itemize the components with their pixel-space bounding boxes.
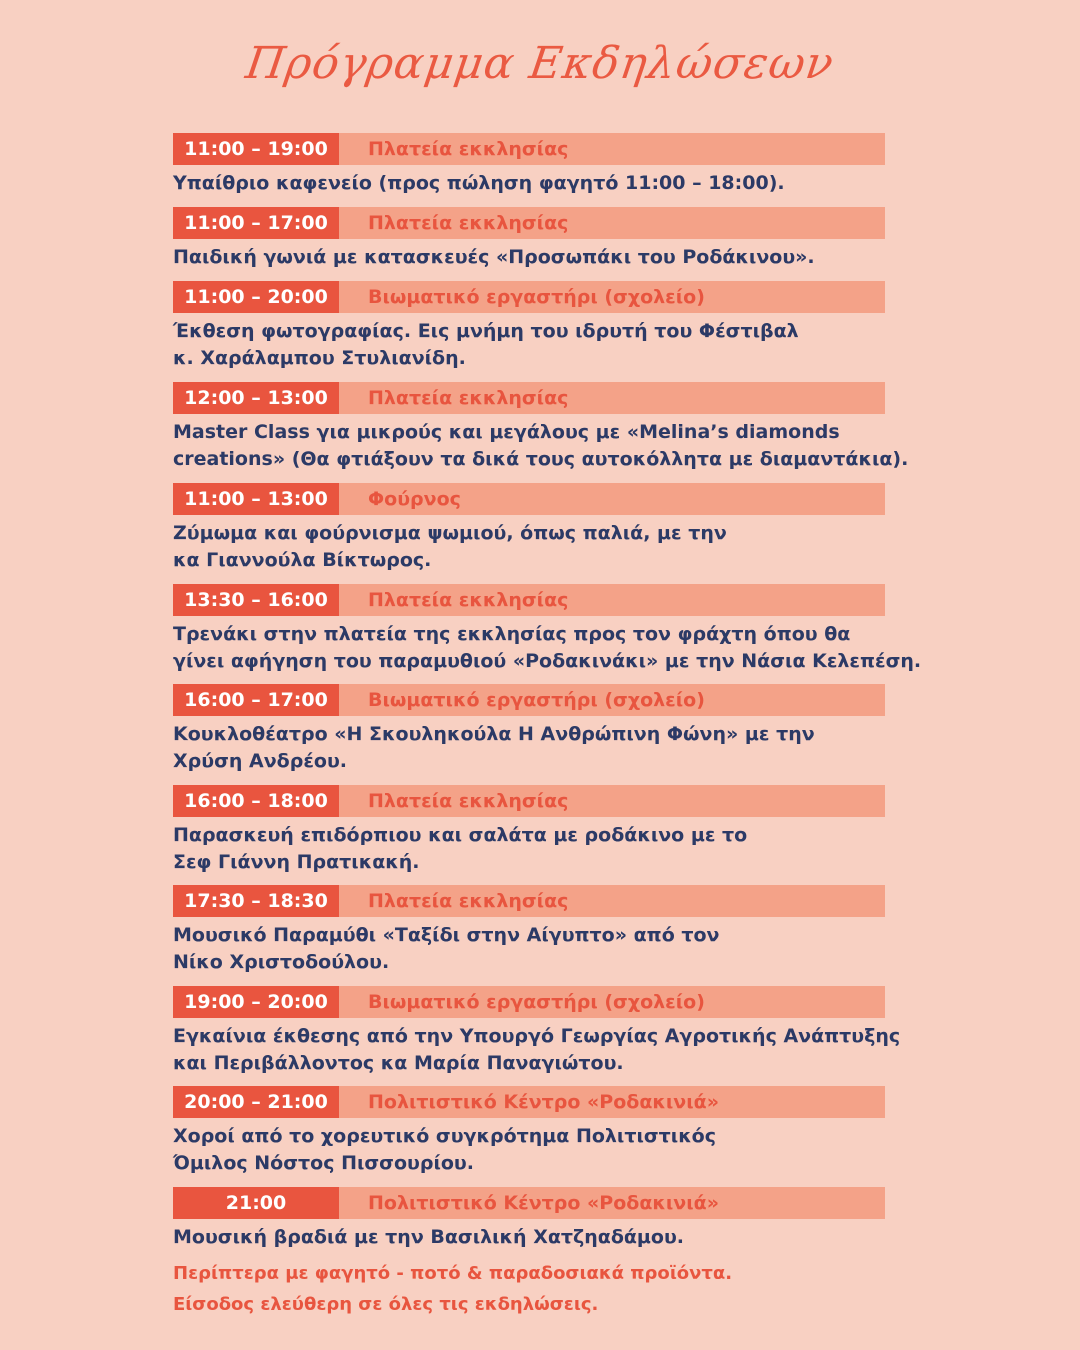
event-place: Πλατεία εκκλησίας xyxy=(368,890,569,912)
event-header-bar xyxy=(173,382,885,414)
event-time: 13:30 – 16:00 xyxy=(173,584,339,616)
event-header-bar xyxy=(173,986,885,1018)
event-item xyxy=(173,483,933,574)
page-title: Πρόγραμμα Εκδηλώσεων xyxy=(242,38,838,89)
footer-notes xyxy=(173,1258,732,1320)
event-description: Master Class για μικρούς και μεγάλους με «Melina’s diamonds creations» (Θα φτιάξουν τα δικά τους αυτοκόλλητα με διαμαντάκια). xyxy=(173,421,909,470)
event-place: Πλατεία εκκλησίας xyxy=(368,589,569,611)
event-item xyxy=(173,207,933,271)
event-header-bar xyxy=(173,785,885,817)
event-header-bar xyxy=(173,1187,885,1219)
event-time: 11:00 – 19:00 xyxy=(173,133,339,165)
event-description: Ζύμωμα και φούρνισμα ψωμιού, όπως παλιά, με την κα Γιαννούλα Βίκτωρος. xyxy=(173,522,727,571)
event-description: Υπαίθριο καφενείο (προς πώληση φαγητό 11:00 – 18:00). xyxy=(173,172,785,194)
event-item xyxy=(173,684,933,775)
event-description: Παιδική γωνιά με κατασκευές «Προσωπάκι του Ροδάκινου». xyxy=(173,246,815,268)
event-item xyxy=(173,785,933,876)
event-time: 20:00 – 21:00 xyxy=(173,1086,339,1118)
event-description: Παρασκευή επιδόρπιου και σαλάτα με ροδάκινο με το Σεφ Γιάννη Πρατικακή. xyxy=(173,824,748,873)
event-header-bar xyxy=(173,885,885,917)
footer-note: Είσοδος ελεύθερη σε όλες τις εκδηλώσεις. xyxy=(173,1294,599,1315)
event-description: Τρενάκι στην πλατεία της εκκλησίας προς τον φράχτη όπου θα γίνει αφήγηση του παραμυθιού «Ροδακινάκι» με την Νάσια Κελεπέση. xyxy=(173,623,922,672)
event-item xyxy=(173,1086,933,1177)
event-time: 11:00 – 13:00 xyxy=(173,483,339,515)
event-item xyxy=(173,281,933,372)
event-place: Φούρνος xyxy=(368,488,461,510)
event-place: Πλατεία εκκλησίας xyxy=(368,387,569,409)
event-time: 11:00 – 17:00 xyxy=(173,207,339,239)
event-time: 21:00 xyxy=(173,1187,339,1219)
event-item xyxy=(173,986,933,1077)
event-time: 19:00 – 20:00 xyxy=(173,986,339,1018)
event-place: Βιωματικό εργαστήρι (σχολείο) xyxy=(368,991,705,1013)
event-place: Πολιτιστικό Κέντρο «Ροδακινιά» xyxy=(368,1091,719,1113)
event-description: Εγκαίνια έκθεσης από την Υπουργό Γεωργίας Αγροτικής Ανάπτυξης και Περιβάλλοντος κα Μαρία Παναγιώτου. xyxy=(173,1025,901,1074)
event-description: Μουσική βραδιά με την Βασιλική Χατζηαδάμου. xyxy=(173,1226,685,1248)
event-time: 16:00 – 18:00 xyxy=(173,785,339,817)
event-header-bar xyxy=(173,133,885,165)
event-place: Πλατεία εκκλησίας xyxy=(368,790,569,812)
event-place: Πολιτιστικό Κέντρο «Ροδακινιά» xyxy=(368,1192,719,1214)
event-header-bar xyxy=(173,281,885,313)
event-place: Βιωματικό εργαστήρι (σχολείο) xyxy=(368,689,705,711)
event-header-bar xyxy=(173,584,885,616)
event-description: Έκθεση φωτογραφίας. Εις μνήμη του ιδρυτή του Φέστιβαλ κ. Χαράλαμπου Στυλιανίδη. xyxy=(173,320,799,369)
event-description: Κουκλοθέατρο «Η Σκουληκούλα Η Ανθρώπινη Φώνη» με την Χρύση Ανδρέου. xyxy=(173,723,815,772)
event-item xyxy=(173,1187,933,1251)
event-item xyxy=(173,382,933,473)
event-place: Πλατεία εκκλησίας xyxy=(368,138,569,160)
event-time: 17:30 – 18:30 xyxy=(173,885,339,917)
event-time: 11:00 – 20:00 xyxy=(173,281,339,313)
event-header-bar xyxy=(173,207,885,239)
footer-note: Περίπτερα με φαγητό - ποτό & παραδοσιακά προϊόντα. xyxy=(173,1263,733,1284)
event-description: Χοροί από το χορευτικό συγκρότημα Πολιτιστικός Όμιλος Νόστος Πισσουρίου. xyxy=(173,1125,717,1174)
event-place: Πλατεία εκκλησίας xyxy=(368,212,569,234)
event-header-bar xyxy=(173,483,885,515)
event-time: 16:00 – 17:00 xyxy=(173,684,339,716)
event-header-bar xyxy=(173,684,885,716)
event-time: 12:00 – 13:00 xyxy=(173,382,339,414)
event-item xyxy=(173,885,933,976)
event-place: Βιωματικό εργαστήρι (σχολείο) xyxy=(368,286,705,308)
event-description: Μουσικό Παραμύθι «Ταξίδι στην Αίγυπτο» από τον Νίκο Χριστοδούλου. xyxy=(173,924,720,973)
event-item xyxy=(173,133,933,197)
event-item xyxy=(173,584,933,675)
event-header-bar xyxy=(173,1086,885,1118)
